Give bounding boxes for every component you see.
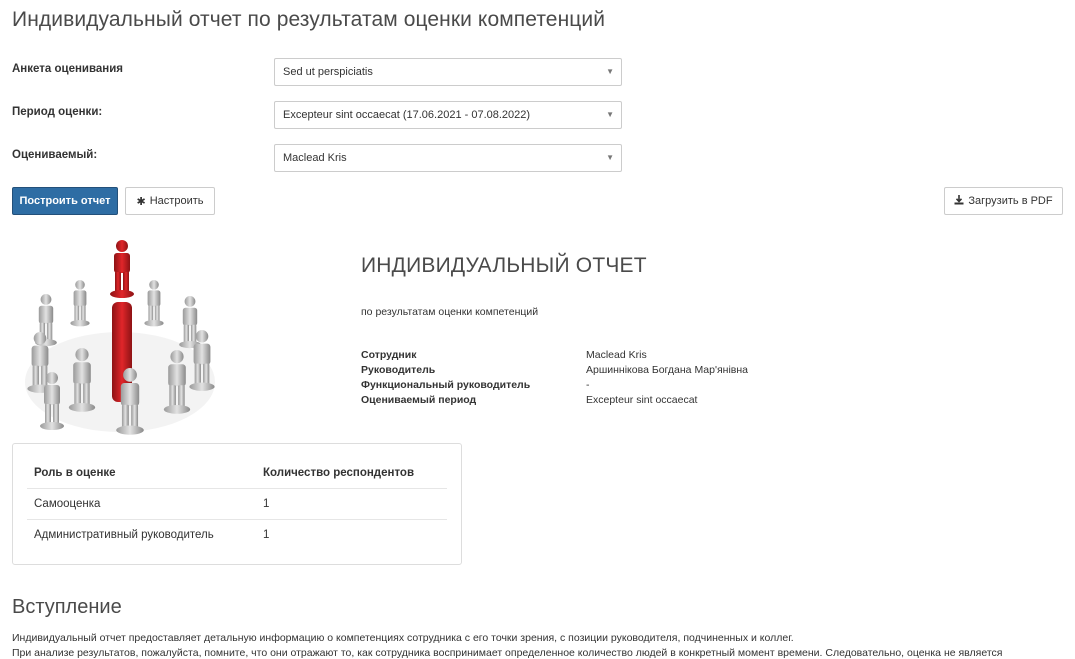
chevron-down-icon: ▼ xyxy=(606,110,614,119)
report-subheading: по результатам оценки компетенций xyxy=(361,306,539,318)
intro-paragraph-line: При анализе результатов, пожалуйста, помните, что они отражают то, как сотрудника воспринимает определенное количество людей в конкретный момент времени. Следовательно, оценка не является xyxy=(12,647,1003,659)
download-pdf-label: Загрузить в PDF xyxy=(968,195,1053,207)
survey-select[interactable] xyxy=(274,58,622,86)
survey-select-value: Sed ut perspiciatis xyxy=(283,66,373,78)
download-pdf-button[interactable] xyxy=(944,187,1063,215)
info-key: Руководитель xyxy=(361,364,436,376)
build-report-label: Построить отчет xyxy=(19,195,111,207)
period-select[interactable] xyxy=(274,101,622,129)
info-key: Функциональный руководитель xyxy=(361,379,531,391)
period-select-value: Excepteur sint occaecat (17.06.2021 - 07.08.2022) xyxy=(283,109,531,121)
table-header-role: Роль в оценке xyxy=(34,467,116,479)
chevron-down-icon: ▼ xyxy=(606,67,614,76)
info-row-manager xyxy=(361,364,781,379)
info-value: Аршиннікова Богдана Мар'янівна xyxy=(586,364,749,376)
info-key: Сотрудник xyxy=(361,349,417,361)
chevron-down-icon: ▼ xyxy=(606,153,614,162)
person-select-value: Maclead Kris xyxy=(283,152,347,164)
table-cell-role: Административный руководитель xyxy=(34,529,214,541)
info-row-functional-manager xyxy=(361,379,781,394)
info-value: Maclead Kris xyxy=(586,349,647,361)
team-illustration xyxy=(12,232,227,440)
download-icon xyxy=(954,195,964,208)
table-row xyxy=(13,520,461,550)
person-label: Оцениваемый: xyxy=(12,149,98,161)
table-row xyxy=(13,489,461,519)
intro-title: Вступление xyxy=(12,596,122,618)
page-title: Индивидуальный отчет по результатам оценки компетенций xyxy=(12,8,606,31)
table-header-count: Количество респондентов xyxy=(263,467,415,479)
survey-label: Анкета оценивания xyxy=(12,63,124,75)
table-cell-role: Самооценка xyxy=(34,498,101,510)
intro-paragraph-line: Индивидуальный отчет предоставляет детальную информацию о компетенциях сотрудника с его точки зрения, с позиции руководителя, подчиненных и коллег. xyxy=(12,632,794,644)
period-label: Период оценки: xyxy=(12,106,103,118)
build-report-button[interactable] xyxy=(12,187,118,215)
settings-label: Настроить xyxy=(149,195,204,207)
table-cell-count: 1 xyxy=(263,498,270,510)
info-row-period xyxy=(361,394,781,409)
info-value: - xyxy=(586,379,590,391)
info-value: Excepteur sint occaecat xyxy=(586,394,698,406)
person-select[interactable] xyxy=(274,144,622,172)
respondents-card xyxy=(12,443,462,565)
info-row-employee xyxy=(361,349,781,364)
table-cell-count: 1 xyxy=(263,529,270,541)
settings-button[interactable] xyxy=(125,187,215,215)
gear-icon: ✱ xyxy=(136,195,146,208)
info-key: Оцениваемый период xyxy=(361,394,477,406)
report-heading: ИНДИВИДУАЛЬНЫЙ ОТЧЕТ xyxy=(361,254,647,277)
